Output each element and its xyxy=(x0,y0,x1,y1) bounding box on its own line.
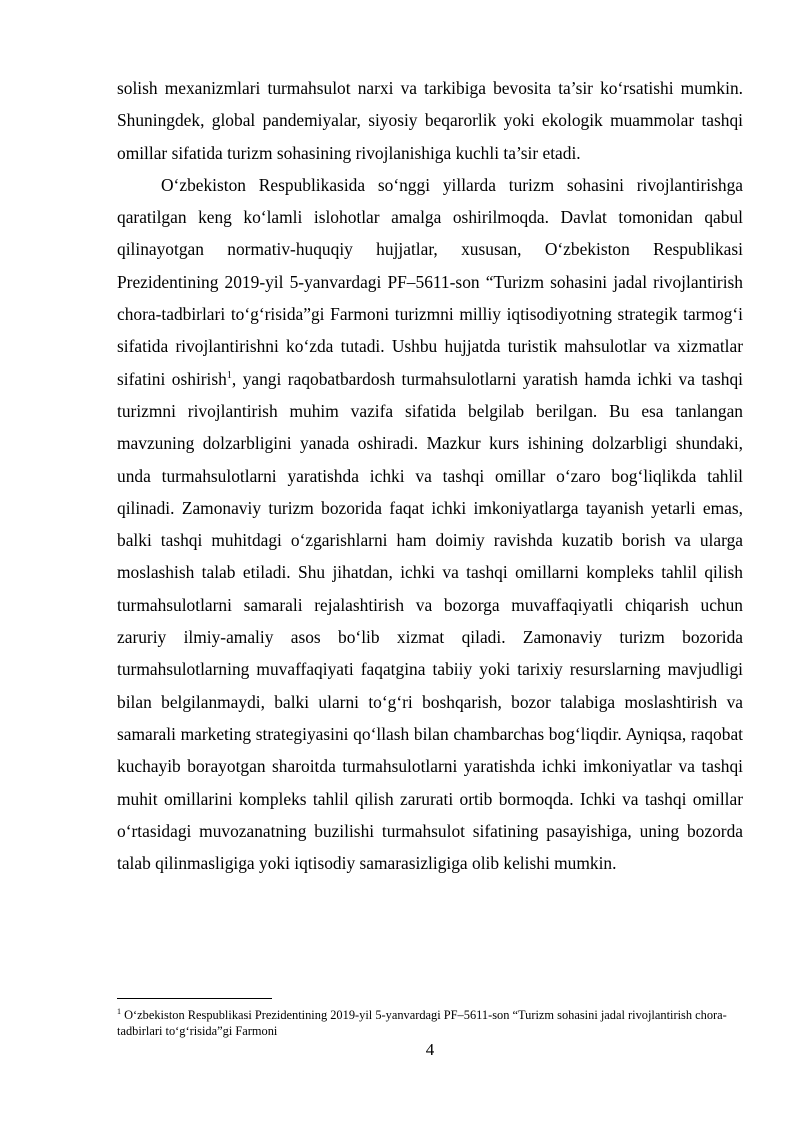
footnote-separator xyxy=(117,998,272,999)
paragraph-text-after-footnote: , yangi raqobatbardosh turmahsulotlarni yaratish hamda ichki va tashqi turizmni rivojlantirish muhim vazifa sifatida belgilab berilgan. Bu esa tanlangan mavzuning dolzarbligini yanada oshiradi. Mazkur kurs ishining dolzarbligi shundaki, unda turmahsulotlarni yaratishda ichki va tashqi omillar o‘zaro bog‘liqlikda tahlil qilinadi. Zamonaviy turizm bozorida faqat ichki imkoniyatlarga tayanish yetarli emas, balki tashqi muhitdagi o‘zgarishlarni ham doimiy ravishda kuzatib borish va ularga moslashish talab etiladi. Shu jihatdan, ichki va tashqi omillarni kompleks tahlil qilish turmahsulotlarni samarali rejalashtirish va bozorga muvaffaqiyatli chiqarish uchun zaruriy ilmiy-amaliy asos bo‘lib xizmat qiladi. Zamonaviy turizm bozorida turmahsulotlarning muvaffaqiyati faqatgina tabiiy yoki tarixiy resurslarning mavjudligi bilan belgilanmaydi, balki ularni to‘g‘ri boshqarish, bozor talabiga moslashtirish va samarali marketing strategiyasini qo‘llash bilan chambarchas bog‘liqdir. Ayniqsa, raqobat kuchayib borayotgan sharoitda turmahsulotlarni yaratishda ichki imkoniyatlar va tashqi muhit omillarini kompleks tahlil qilish zarurati ortib bormoqda. Ichki va tashqi omillar o‘rtasidagi muvozanatning buzilishi turmahsulot sifatining pasayishiga, uning bozorda talab qilinmasligiga yoki iqtisodiy samarasizligiga olib kelishi mumkin. xyxy=(117,368,743,874)
footnote-number: 1 xyxy=(117,1006,121,1016)
footnote xyxy=(117,1007,743,1039)
body-text xyxy=(117,72,743,879)
paragraph-main xyxy=(117,169,743,880)
paragraph-continuation: solish mexanizmlari turmahsulot narxi va tarkibiga bevosita ta’sir ko‘rsatishi mumkin. Shuningdek, global pandemiyalar, siyosiy beqarorlik yoki ekologik muammolar tashqi omillar sifatida turizm sohasining rivojlanishiga kuchli ta’sir etadi. xyxy=(117,78,743,163)
page-number: 4 xyxy=(425,1040,435,1059)
paragraph-text-before-footnote: O‘zbekiston Respublikasida so‘nggi yillarda turizm sohasini rivojlantirishga qaratilgan keng ko‘lamli islohotlar amalga oshirilmoqda. Davlat tomonidan qabul qilinayotgan normativ-huquqiy hujjatlar, xususan, O‘zbekiston Respublikasi Prezidentining 2019-yil 5-yanvardagi PF–5611-son “Turizm sohasini jadal rivojlantirish chora-tadbirlari to‘g‘risida”gi Farmoni turizmni milliy iqtisodiyotning strategik tarmog‘i sifatida rivojlantirishni ko‘zda tutadi. Ushbu hujjatda turistik mahsulotlar va xizmatlar sifatini oshirish xyxy=(117,174,743,389)
footnote-text: O‘zbekiston Respublikasi Prezidentining 2019-yil 5-yanvardagi PF–5611-son “Turizm sohasini jadal rivojlantirish chora-tadbirlari to‘g‘risida”gi Farmoni xyxy=(117,1008,727,1038)
footnote-reference[interactable]: 1 xyxy=(226,369,232,381)
